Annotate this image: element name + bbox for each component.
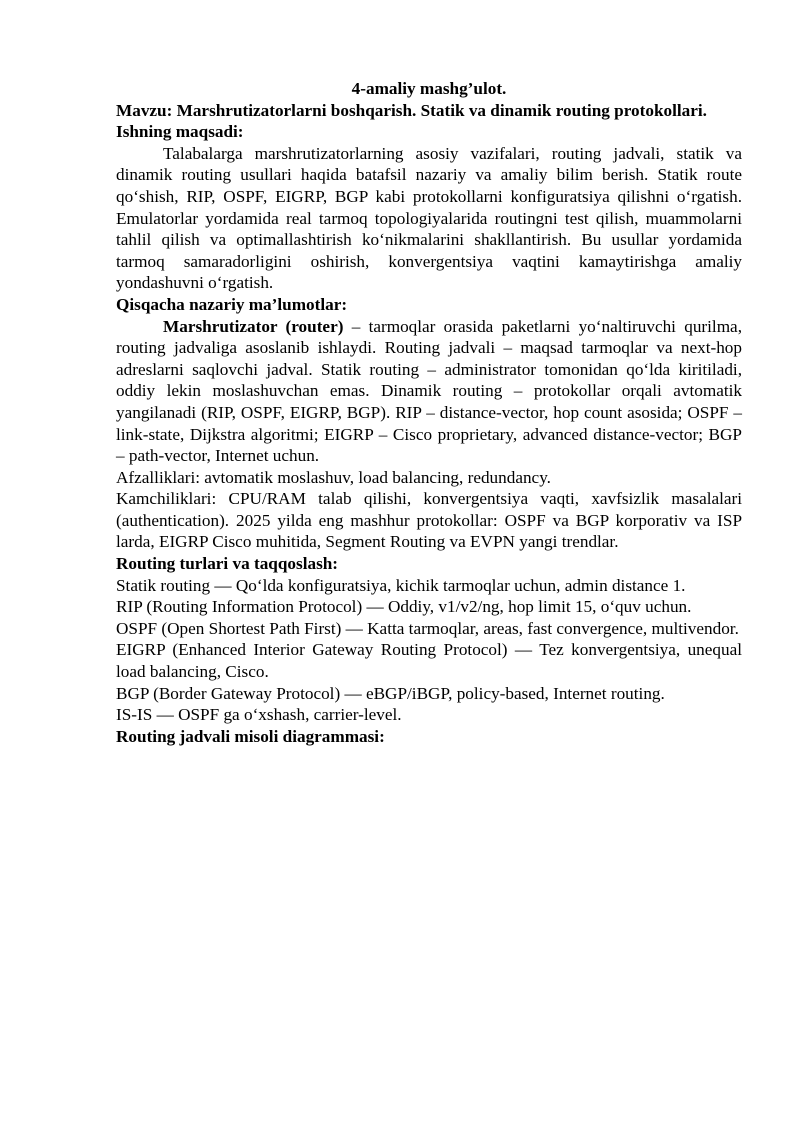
page-title: 4-amaliy mashg’ulot.	[351, 79, 507, 98]
theory-term: Marshrutizator (router)	[163, 316, 344, 336]
disadvantages-paragraph: Kamchiliklari: CPU/RAM talab qilishi, konvergentsiya vaqti, xavfsizlik masalalari (authentication). 2025 yilda eng mashhur protokollar: OSPF va BGP korporativ va ISP larda, EIGRP Cisco muhitida, Segment Routing va EVPN yangi trendlar.	[116, 489, 742, 552]
topic-heading: Mavzu: Marshrutizatorlarni boshqarish. Statik va dinamik routing protokollari.	[116, 100, 707, 120]
goal-paragraph: Talabalarga marshrutizatorlarning asosiy vazifalari, routing jadvali, statik va dinamik routing usullari haqida batafsil nazariy va amaliy bilim berish. Statik route qo‘shish, RIP, OSPF, EIGRP, BGP kabi protokollarni konfiguratsiya qilishni o‘rgatish. Emulatorlar yordamida real tarmoq topologiyalarida routingni test qilish, muammolarni tahlil qilish va optimallashtirish ko‘nikmalarini shakllantirish. Bu usullar yordamida tarmoq samaradorligini oshirish, konvergentsiya vaqtini kamaytirishga amaliy yondashuvni o‘rgatish.	[116, 143, 742, 293]
theory-heading: Qisqacha nazariy ma’lumotlar:	[116, 294, 348, 314]
type-item-rip: RIP (Routing Information Protocol) — Oddiy, v1/v2/ng, hop limit 15, o‘quv uchun.	[116, 597, 692, 617]
type-item-eigrp: EIGRP (Enhanced Interior Gateway Routing Protocol) — Tez konvergentsiya, unequal load balancing, Cisco.	[116, 640, 742, 682]
diagram-heading: Routing jadvali misoli diagrammasi:	[116, 726, 385, 746]
theory-paragraph	[116, 316, 742, 467]
type-item-static: Statik routing — Qo‘lda konfiguratsiya, kichik tarmoqlar uchun, admin distance 1.	[116, 575, 686, 595]
types-heading: Routing turlari va taqqoslash:	[116, 554, 339, 574]
theory-text: – tarmoqlar orasida paketlarni yo‘naltiruvchi qurilma, routing jadvaliga asoslanib ishlaydi. Routing jadvali – maqsad tarmoqlar va next-hop adreslarni saqlovchi jadval. Statik routing – administrator tomonidan qo‘lda kiritiladi, oddiy lekin moslashuvchan emas. Dinamik routing – protokollar orqali avtomatik yangilanadi (RIP, OSPF, EIGRP, BGP). RIP – distance-vector, hop count asosida; OSPF – link-state, Dijkstra algoritmi; EIGRP – Cisco proprietary, advanced distance-vector; BGP – path-vector, Internet uchun.	[116, 316, 742, 466]
advantages-paragraph: Afzalliklari: avtomatik moslashuv, load balancing, redundancy.	[116, 467, 551, 487]
type-item-ospf: OSPF (Open Shortest Path First) — Katta tarmoqlar, areas, fast convergence, multivendor.	[116, 618, 739, 638]
type-item-isis: IS-IS — OSPF ga o‘xshash, carrier-level.	[116, 705, 402, 725]
type-item-bgp: BGP (Border Gateway Protocol) — eBGP/iBGP, policy-based, Internet routing.	[116, 683, 665, 703]
goal-heading: Ishning maqsadi:	[116, 122, 244, 142]
document-page	[116, 78, 742, 747]
